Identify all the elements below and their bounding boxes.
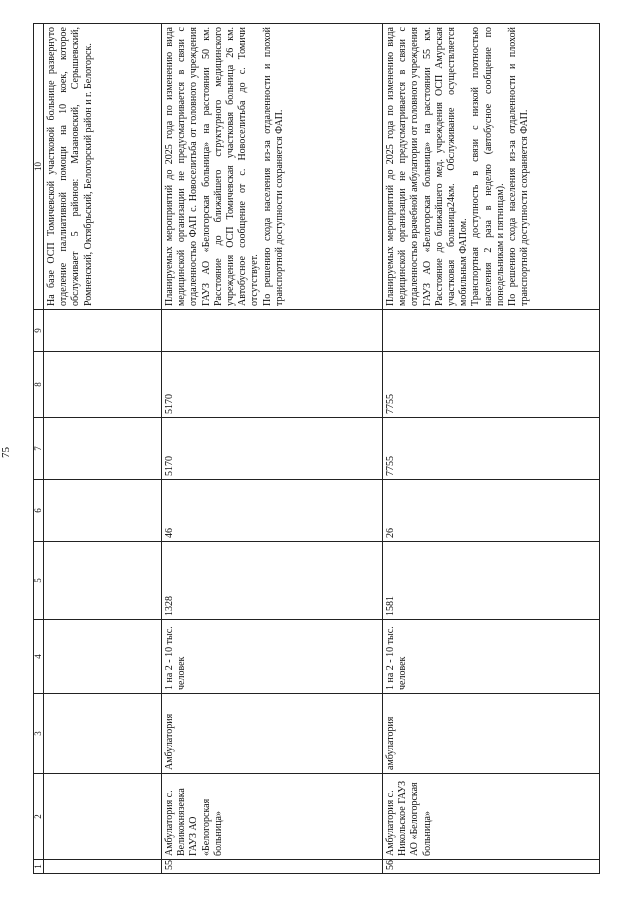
value-col8: 5170 (162, 352, 383, 418)
facility-name: Амбулатория с. Великокнязевка ГАУЗ АО «Белогорская больница» (162, 774, 383, 860)
column-header: 9 (34, 310, 44, 352)
notes-cell (383, 24, 600, 310)
service-ratio: 1 на 2 - 10 тыс. человек (383, 620, 600, 694)
facility-type: амбулатория (383, 694, 600, 774)
note-paragraph: Планируемых мероприятий до 2025 года по изменению вида медицинской организации не предусматривается в связи с отдаленностью врачебной амбулатории от головного учреждения ГАУЗ АО «Белогорская больница» на расстоянии 55 км. Расстояние до ближайшего мед. учреждения ОСП Амурская участковая больница24км. Обслуживание осуществляется мобильным ФАПом. (385, 27, 470, 306)
value-col7: 5170 (162, 418, 383, 480)
table-row (383, 24, 600, 874)
value-col8 (44, 352, 162, 418)
note-paragraph: По решению схода населения из-за отдаленности и плохой транспортной доступности сохраняется ФАП. (506, 27, 531, 306)
page-number: 75 (0, 447, 12, 458)
notes-cell (162, 24, 383, 310)
note-paragraph: По решению схода населения из-за отдаленности и плохой транспортной доступности сохраняется ФАП. (261, 27, 285, 306)
note-paragraph: Транспортная доступность в связи с низкой плотностью населения 2 раза в неделю (автобусное сообщение по понедельникам и пятницам). (470, 27, 506, 306)
value-col5 (44, 542, 162, 620)
value-col6: 26 (383, 480, 600, 542)
column-header: 1 (34, 860, 44, 874)
value-col5: 1328 (162, 542, 383, 620)
column-header: 5 (34, 542, 44, 620)
row-number: 56 (383, 860, 600, 874)
value-col9 (162, 310, 383, 352)
row-number: 55 (162, 860, 383, 874)
note-paragraph: Планируемых мероприятий до 2025 года по изменению вида медицинской организации не предусматривается в связи с отдаленностью ФАП с. Новоселитьба от головного учреждения ГАУЗ АО «Белогорская больница» на расстоянии 50 км. Расстояние до ближайшего структурного медицинского учреждения ОСП Томичевская участковая больница 26 км. Автобусное сообщение от с. Новоселитьба до с. Томичи отсутствует. (164, 27, 261, 306)
facility-name (44, 774, 162, 860)
facility-name: Амбулатория с. Никольское ГАУЗ АО «Белогорская больница» (383, 774, 600, 860)
note-paragraph: На базе ОСП Томичевской участковой больнице развернуто отделение паллиативной помощи на 10 коек, которое обслуживает 5 районов: Мазановский, Серышевский, Ромненский, Октябрьский, Белогорский район и г. Белогорск. (46, 27, 94, 306)
column-header: 2 (34, 774, 44, 860)
value-col7 (44, 418, 162, 480)
column-header: 6 (34, 480, 44, 542)
column-header: 10 (34, 24, 44, 310)
facilities-table (33, 23, 600, 874)
column-header: 4 (34, 620, 44, 694)
column-header: 3 (34, 694, 44, 774)
value-col9 (44, 310, 162, 352)
value-col8: 7755 (383, 352, 600, 418)
value-col7: 7755 (383, 418, 600, 480)
facility-type: Амбулатория (162, 694, 383, 774)
facility-type (44, 694, 162, 774)
column-header: 7 (34, 418, 44, 480)
service-ratio (44, 620, 162, 694)
value-col6 (44, 480, 162, 542)
column-number-row (34, 24, 44, 874)
value-col9 (383, 310, 600, 352)
value-col5: 1581 (383, 542, 600, 620)
notes-cell (44, 24, 162, 310)
table-row (162, 24, 383, 874)
row-number (44, 860, 162, 874)
table-row (44, 24, 162, 874)
service-ratio: 1 на 2 - 10 тыс. человек (162, 620, 383, 694)
column-header: 8 (34, 352, 44, 418)
value-col6: 46 (162, 480, 383, 542)
